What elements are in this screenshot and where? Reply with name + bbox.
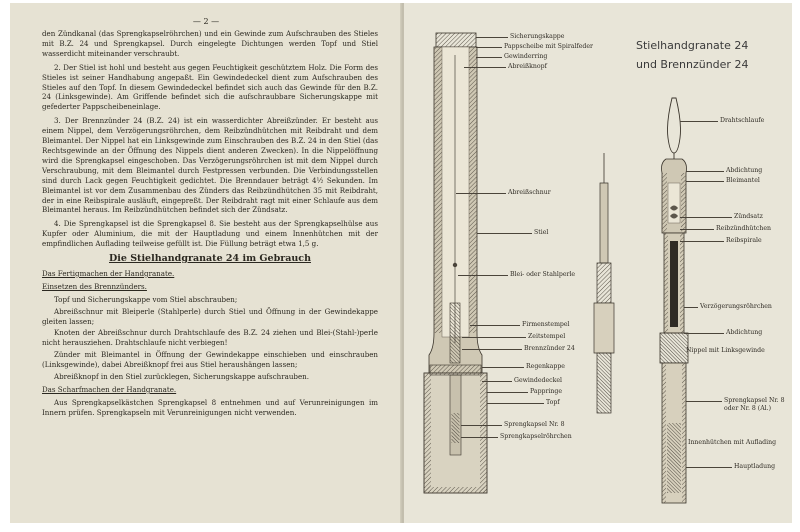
label-sprengkapsel: Sprengkapsel Nr. 8: [504, 421, 565, 428]
right-page: [404, 3, 792, 523]
label-regenkappe: Regenkappe: [526, 363, 565, 370]
leader-line: [456, 193, 506, 194]
paragraph-continuation: den Zündkanal (das Sprengkapselröhrchen) und ein Gewinde zum Aufschrauben des Stieles mit B.Z. 24 und Sprengkapsel. Durch eingelegte Dichtungen werden Topf und Stiel wasserdicht miteinander verschraubt.: [42, 29, 378, 58]
booklet-spread: [10, 3, 792, 523]
leader-line: [686, 181, 724, 182]
leader-line: [482, 367, 524, 368]
section-title: Die Stielhandgranate 24 im Gebrauch: [109, 253, 311, 265]
diagram-title-line1: Stielhandgranate 24: [636, 39, 749, 52]
leader-line: [684, 333, 724, 334]
label-abdichtung-top: Abdichtung: [726, 167, 763, 174]
label-verzoegerungsroehrchen: Verzögerungsröhrchen: [700, 303, 772, 310]
leader-line: [680, 121, 718, 122]
diagram-title-line2: und Brennzünder 24: [636, 58, 749, 71]
label-abdichtung-bottom: Abdichtung: [726, 329, 763, 336]
label-bleimantel: Bleimantel: [726, 177, 760, 184]
leader-line: [686, 401, 722, 402]
instruction-step: Knoten der Abreißschnur durch Drahtschlaufe des B.Z. 24 ziehen und Blei-(Stahl-)perle nicht herausziehen. Drahtschlaufe nicht verbiegen!: [42, 328, 378, 348]
leader-line: [462, 337, 526, 338]
paragraph-stiel: 2. Der Stiel ist hohl und besteht aus gegen Feuchtigkeit geschütztem Holz. Die Form des Stieles ist seiner Handhabung angepaßt. Ein Gewindedeckel dient zum Aufschrauben des Stieles auf den Topf. In diesem Gewindedeckel befindet sich auch das Gewinde für den B.Z. 24 (Linksgewinde). Am Griffende befindet sich die aufschraubbare Sicherungskappe mit gefederter Pappscheibeneinlage.: [42, 62, 378, 112]
leader-line: [477, 233, 532, 234]
subheading-scharfmachen: Das Scharfmachen der Handgranate.: [42, 385, 177, 394]
label-gewinderring: Gewinderring: [504, 53, 548, 60]
label-reibzuendhuetchen: Reibzündhütchen: [716, 225, 772, 232]
label-nippel: Nippel mit Linksgewinde: [686, 347, 765, 354]
label-zuendsatz: Zündsatz: [734, 213, 763, 220]
stielhandgranate-section: [424, 33, 487, 493]
subheading-fertigmachen: Das Fertigmachen der Handgranate.: [42, 268, 175, 278]
leader-line: [458, 275, 508, 276]
leader-line: [482, 381, 512, 382]
leader-line: [680, 229, 714, 230]
paragraph-brennzuender: 3. Der Brennzünder 24 (B.Z. 24) ist ein wasserdichter Abreißzünder. Er besteht aus einem Nippel, dem Verzögerungsröhrchen, dem Reibzündhütchen mit Reibdraht und dem Bleimantel. Der Nippel hat ein Linksgewinde zum Einschrauben des B.Z. 24 in den Stiel (das Rechtsgewinde an der Öffnung des Nippels dient anderen Zwecken). In die Nippelöffnung wird die Sprengkapsel eingeschoben. Das Verzögerungsröhrchen ist mit dem Nippel durch Verschraubung, mit dem Bleimantel durch Festpressen verbunden. Die Verbindungsstellen sind durch Lack gegen Feuchtigkeit gedichtet. Die Brenndauer beträgt 4½ Sekunden. Im Bleimantel ist vor dem Zusammenbau des Zünders das Reibzündhütchen 35 mit Reibdraht, der in eine Reibspirale ausläuft, eingepreßt. Der Reibdraht ragt mit einer Schlaufe aus dem Bleimantel heraus. Im Reibzündhütchen befindet sich der Zündsatz.: [42, 116, 378, 215]
leader-line: [476, 57, 502, 58]
leader-line: [461, 437, 498, 438]
leader-line: [462, 349, 522, 350]
instruction-step: Zünder mit Bleimantel in Öffnung der Gewindekappe einschieben und einschrauben (Linksgewinde), dabei Abreißknopf frei aus Stiel heraushängen lassen;: [42, 350, 378, 370]
label-topf: Topf: [546, 399, 560, 406]
leader-line: [680, 217, 732, 218]
leader-line: [487, 392, 528, 393]
instruction-step: Topf und Sicherungskappe vom Stiel abschrauben;: [54, 294, 238, 304]
label-perle: Blei- oder Stahlperle: [510, 271, 576, 278]
instruction-step: Abreißknopf in den Stiel zurücklegen, Sicherungskappe aufschrauben.: [54, 372, 309, 382]
label-sprengkapselroehrchen: Sprengkapselröhrchen: [500, 433, 572, 440]
label-firmenstempel: Firmenstempel: [522, 321, 570, 328]
label-drahtschlaufe: Drahtschlaufe: [720, 117, 765, 124]
label-zeitstempel: Zeitstempel: [528, 333, 566, 340]
left-page: [10, 3, 402, 523]
leader-line: [476, 37, 508, 38]
instruction-step: Abreißschnur mit Bleiperle (Stahlperle) durch Stiel und Öffnung in der Gewindekappe gleiten lassen;: [42, 306, 378, 326]
label-sprengkapsel-nr8: Sprengkapsel Nr. 8: [724, 397, 785, 404]
label-sprengkapsel-al: oder Nr. 8 (Al.): [724, 405, 772, 412]
leader-line: [684, 307, 698, 308]
label-innenhuetchen: Innenhütchen mit Auflading: [688, 439, 777, 446]
leader-line: [487, 403, 544, 404]
label-brennzuender: Brennzünder 24: [524, 345, 575, 352]
label-pappringe: Pappringe: [530, 388, 563, 395]
label-hauptladung: Hauptladung: [734, 463, 776, 470]
label-abreissknopf: Abreißknopf: [508, 63, 547, 70]
label-reibspirale: Reibspirale: [726, 237, 762, 244]
text-column: [42, 29, 378, 422]
paragraph-sprengkapsel: 4. Die Sprengkapsel ist die Sprengkapsel 8. Sie besteht aus der Sprengkapselhülse aus Kupfer oder Aluminium, die mit der Hauptladung und einem Innenhütchen mit der empfindlichen Auflading teilweise gefüllt ist. Die Füllung beträgt etwa 1,5 g.: [42, 219, 378, 249]
subheading-einsetzen: Einsetzen des Brennzünders.: [42, 281, 147, 291]
label-abreissschnur: Abreißschnur: [508, 189, 551, 196]
leader-line: [464, 67, 506, 68]
label-sicherungskappe: Sicherungskappe: [510, 33, 565, 40]
leader-line: [470, 325, 520, 326]
label-stiel: Stiel: [534, 229, 549, 236]
leader-line: [686, 171, 724, 172]
paragraph-final: Aus Sprengkapselkästchen Sprengkapsel 8 entnehmen und auf Verunreinigungen im Innern prüfen. Sprengkapseln mit Verunreinigungen nicht verwenden.: [42, 397, 378, 417]
leader-line: [476, 47, 502, 48]
label-pappscheibe: Pappscheibe mit Spiralfeder: [504, 43, 593, 50]
leader-line: [686, 467, 732, 468]
brennzuender-section: [594, 98, 688, 503]
page-number: — 2 —: [192, 17, 220, 26]
leader-line: [461, 425, 502, 426]
leader-line: [680, 241, 724, 242]
label-gewindedeckel: Gewindedeckel: [514, 377, 562, 384]
